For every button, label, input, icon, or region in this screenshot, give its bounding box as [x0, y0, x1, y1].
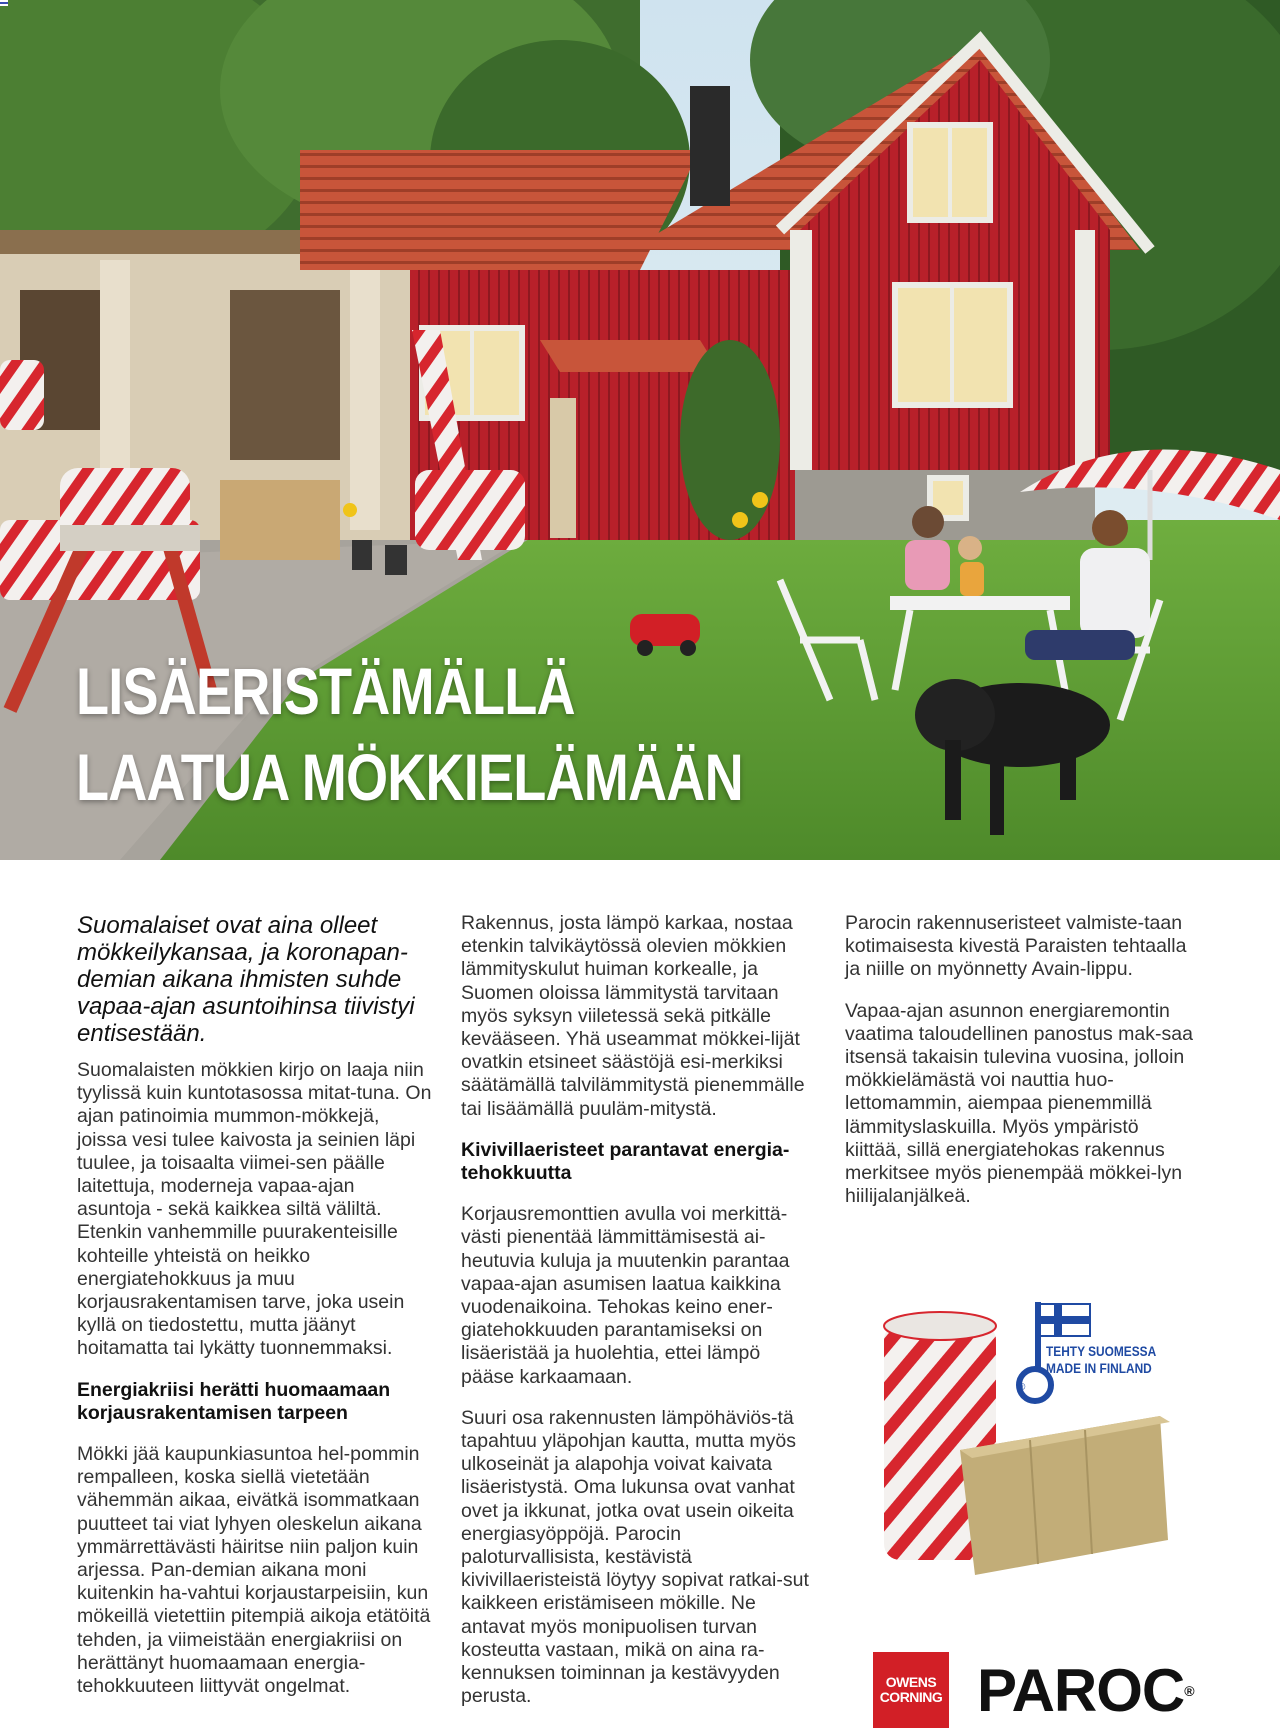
paroc-logo-text: PAROC — [977, 1657, 1185, 1724]
brand-logos — [873, 1652, 1213, 1730]
article-column-3 — [845, 912, 1200, 1226]
key-flag-line-1: TEHTY SUOMESSA — [1046, 1343, 1157, 1359]
body-paragraph: Mökki jää kaupunkiasuntoa hel-pommin rempalleen, koska siellä vietetään vähemmän aikaa, eivätkä isommatkaan puutteet tai viat lyhyen oleskelun aikana ymmärrettävästi häiritse niin paljon kuin arjessa. Pan-demian aikana moni kuitenkin ha-vahtui korjaustarpeisiin, kun mökeillä vietettiin pitempiä aikoja etätöitä tehden, ja viimeistään energiakriisi on herättänyt huomaamaan energia-tehokkuuteen liittyvät ongelmat. — [77, 1443, 431, 1698]
key-flag-line-2: MADE IN FINLAND — [1046, 1360, 1152, 1376]
paroc-logo — [977, 1656, 1194, 1726]
article-column-1 — [77, 912, 432, 1716]
body-paragraph: Suomalaisten mökkien kirjo on laaja niin tyylissä kuin kuntotasossa mitat-tuna. On ajan patinoimia mummon-mökkejä, joissa vesi tulee kaivosta ja seinien läpi tuulee, ja toisaalta viimei-sen päälle laitettuja, moderneja vapaa-ajan asuntoja - sekä kaikkea siltä väliltä. Etenkin vanhemmille puurakenteisille kohteille yhteistä on heikko energiatehokkuus ja muu korjausrakentamisen tarve, joka usein kyllä on tiedostettu, mutta jäänyt hoitamatta tai lykätty tuonnemmaksi. — [77, 1059, 432, 1360]
page-corner-flag-icon — [0, 0, 8, 6]
hero-photo — [0, 0, 1280, 860]
oc-logo-line-1: OWENS — [885, 1674, 937, 1690]
oc-logo-line-2: CORNING — [879, 1689, 943, 1705]
owens-corning-logo — [873, 1652, 949, 1728]
subheading: Kivivillaeristeet parantavat energia-tehokkuutta — [461, 1138, 790, 1185]
body-paragraph: Korjausremonttien avulla voi merkittä-västi pienentää lämmittämisestä ai-heutuvia kuluja ja muutenkin parantaa vapaa-ajan asumisen laatua kaikkina vuodenaikoina. Tehokas keino ener-giatehokkuuden parantamiseksi on lisäeristää ja huolehtia, ettei lämpö pääse karkaamaan. — [461, 1203, 790, 1388]
title-line-1: LISÄERISTÄMÄLLÄ — [76, 654, 575, 728]
article-column-2 — [461, 912, 816, 1727]
registered-mark: ® — [1184, 1683, 1194, 1699]
body-paragraph: Vapaa-ajan asunnon energiaremontin vaatima taloudellinen panostus mak-saa itsensä takaisin tulevina vuosina, jolloin mökkielämästä voi nauttia huo-lettomammin, aiempaa pienemmillä lämmityslaskuilla. Myös ympäristö kiittää, sillä energiatehokas rakennus merkitsee myös pienempää mökkei-lyn hiilijalanjälkeä. — [845, 999, 1193, 1208]
insulation-product-image — [880, 1300, 1180, 1580]
body-paragraph: Parocin rakennuseristeet valmiste-taan kotimaisesta kivestä Paraisten tehtaalla ja niille on myönnetty Avain-lippu. — [845, 912, 1187, 981]
lead-paragraph: Suomalaiset ovat aina olleet mökkeilykansaa, ja koronapan-demian aikana ihmisten suhde vapaa-ajan asuntoihinsa tiivistyi entisestään. — [77, 912, 415, 1047]
page-title — [76, 648, 743, 820]
body-paragraph: Suuri osa rakennusten lämpöhäviös-tä tapahtuu yläpohjan kautta, mutta myös ulkoseinät ja alapohja voivat kaivata lisäeristystä. Oma lukunsa ovat vanhat ovet ja ikkunat, jotka ovat usein oikeita energiasyöppöjä. Parocin paloturvallisista, kestävistä kivivillaeristeistä löytyy sopivat ratkai-sut kaikkeen eristämiseen mökille. Ne antavat myös monipuolisen turvan kosteutta vastaan, mikä on aina ra-kennuksen toiminnan ja kestävyyden perusta. — [461, 1406, 809, 1708]
subheading: Energiakriisi herätti huomaamaan korjausrakentamisen tarpeen — [77, 1378, 391, 1424]
body-paragraph: Rakennus, josta lämpö karkaa, nostaa etenkin talvikäytössä olevien mökkien lämmityskulut huiman korkealle, ja Suomen oloissa lämmitystä tarvitaan myös syksyn viiletessä sekä pitkälle kevääseen. Yhä useammat mökkei-lijät ovatkin etsineet säästöjä esi-merkiksi säätämällä talvilämmitystä pienemmälle tai lisäämällä puuläm-mitystä. — [461, 912, 805, 1120]
title-line-2: LAATUA MÖKKIELÄMÄÄN — [76, 740, 743, 814]
svg-text:®: ® — [1018, 1382, 1026, 1393]
